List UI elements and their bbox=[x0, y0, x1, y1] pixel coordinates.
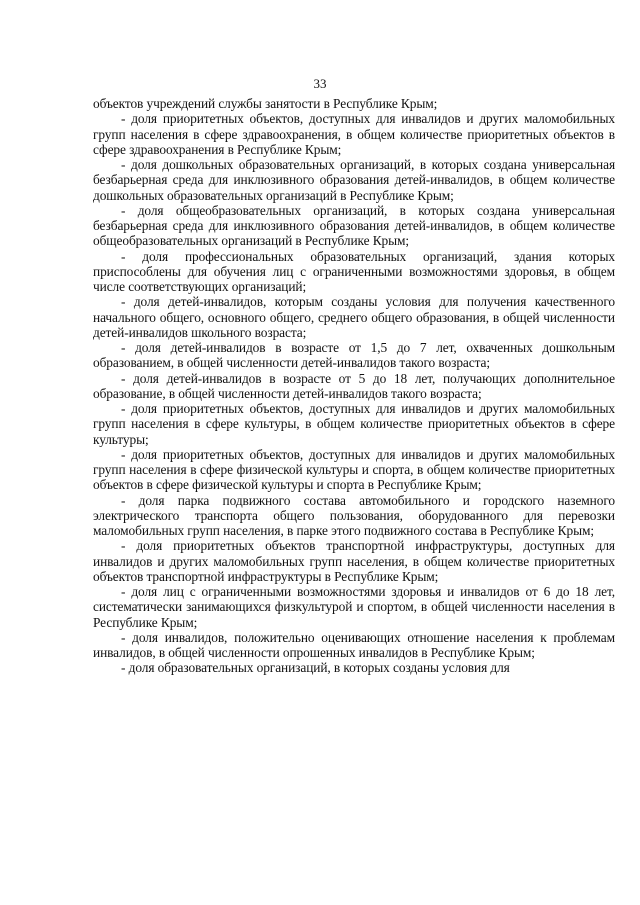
list-item: - доля образовательных организаций, в которых созданы условия для bbox=[121, 660, 510, 676]
list-item: - доля приоритетных объектов, доступных для инвалидов и других маломобильных групп населения в сфере культуры, в общем количестве приоритетных объектов в сфере культуры; bbox=[93, 401, 615, 447]
list-item: - доля детей-инвалидов в возрасте от 5 до 18 лет, получающих дополнительное образование, в общей численности детей-инвалидов такого возраста; bbox=[93, 370, 615, 401]
list-item: - доля парка подвижного состава автомобильного и городского наземного электрического транспорта общего пользования, оборудованного для перевозки маломобильных групп населения, в парке этого подвижного состава в Республике Крым; bbox=[93, 492, 615, 538]
list-item: - доля лиц с ограниченными возможностями здоровья и инвалидов от 6 до 18 лет, систематически занимающихся физкультурой и спортом, в общей численности населения в Республике Крым; bbox=[93, 584, 615, 630]
list-item: - доля приоритетных объектов, доступных для инвалидов и других маломобильных групп населения в сфере здравоохранения, в общем количестве приоритетных объектов в сфере здравоохранения в Республике Крым; bbox=[93, 111, 615, 157]
list-item: - доля приоритетных объектов транспортной инфраструктуры, доступных для инвалидов и других маломобильных групп населения, в общем количестве приоритетных объектов транспортной инфраструктуры в Республике Крым; bbox=[93, 538, 615, 584]
list-item: - доля профессиональных образовательных организаций, здания которых приспособлены для обучения лиц с ограниченными возможностями здоровья, в общем числе соответствующих организаций; bbox=[93, 248, 615, 294]
body-text bbox=[93, 96, 615, 676]
list-item: - доля дошкольных образовательных организаций, в которых создана универсальная безбарьерная среда для инклюзивного образования детей-инвалидов, в общем количестве дошкольных образовательных организаций в Республике Крым; bbox=[93, 157, 615, 203]
list-item: - доля детей-инвалидов в возрасте от 1,5 до 7 лет, охваченных дошкольным образованием, в общей численности детей-инвалидов такого возраста; bbox=[93, 340, 615, 371]
paragraph-continuation: объектов учреждений службы занятости в Республике Крым; bbox=[93, 96, 438, 111]
list-item: - доля детей-инвалидов, которым созданы условия для получения качественного начального общего, основного общего, среднего общего образования, в общей численности детей-инвалидов школьного возраста; bbox=[93, 294, 615, 340]
page-number: 33 bbox=[313, 76, 327, 91]
list-item: - доля инвалидов, положительно оценивающих отношение населения к проблемам инвалидов, в общей численности опрошенных инвалидов в Республике Крым; bbox=[93, 629, 615, 660]
list-item: - доля приоритетных объектов, доступных для инвалидов и других маломобильных групп населения в сфере физической культуры и спорта, в общем количестве приоритетных объектов в сфере физической культуры и спорта в Республике Крым; bbox=[93, 446, 615, 493]
list-item: - доля общеобразовательных организаций, в которых создана универсальная безбарьерная среда для инклюзивного образования детей-инвалидов, в общем количестве общеобразовательных организаций в Республике Крым; bbox=[93, 202, 615, 249]
